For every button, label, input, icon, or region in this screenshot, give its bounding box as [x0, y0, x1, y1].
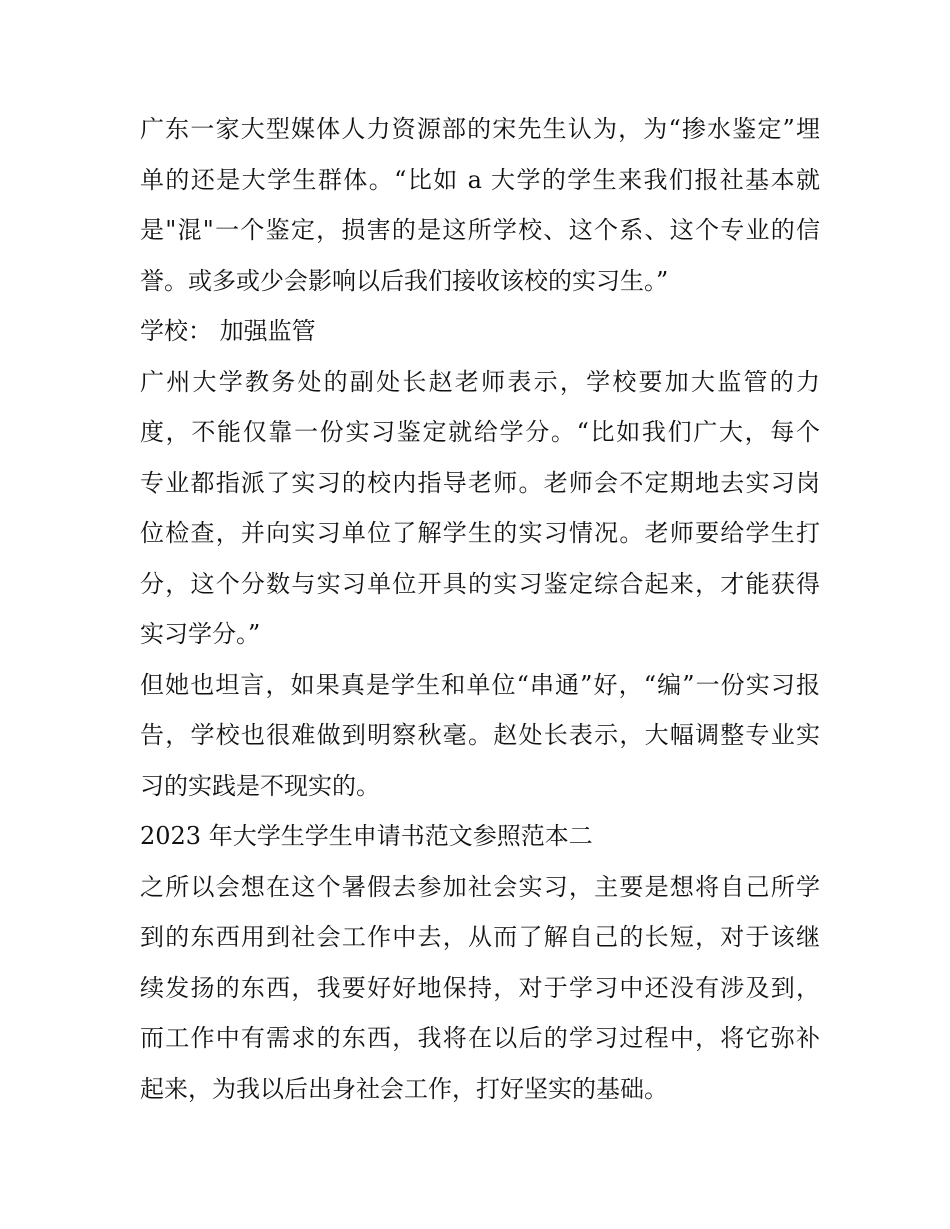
text-line: 但她也坦言，如果真是学生和单位“串通”好，“编”一份实习报: [140, 670, 820, 699]
text-line: 起来，为我以后出身社会工作，打好坚实的基础。: [140, 1074, 668, 1103]
text-line: 广东一家大型媒体人力资源部的宋先生认为，为“掺水鉴定”埋: [140, 115, 820, 143]
document-body: [140, 104, 820, 1114]
text-line: 是"混"一个鉴定，损害的是这所学校、这个系、这个专业的信: [140, 216, 820, 244]
section-heading-school: 学校： 加强监管: [140, 317, 316, 345]
text-line: 单的还是大学生群体。“比如 a 大学的学生来我们报社基本就: [140, 165, 820, 194]
paragraph-internship-motivation: [140, 862, 820, 1115]
paragraph-candid-admission: [140, 660, 820, 812]
text-line: 实习学分。”: [140, 620, 261, 648]
paragraph-media-hr-opinion: [140, 104, 820, 306]
text-line: 而工作中有需求的东西，我将在以后的学习过程中，将它弥补: [140, 1024, 820, 1052]
text-line: 习的实践是不现实的。: [140, 771, 380, 800]
text-line: 誉。或多或少会影响以后我们接收该校的实习生。”: [140, 266, 669, 295]
text-line: 告，学校也很难做到明察秋毫。赵处长表示，大幅调整专业实: [140, 721, 820, 749]
text-line: 之所以会想在这个暑假去参加社会实习，主要是想将自己所学: [140, 872, 820, 901]
text-line: 位检查，并向实习单位了解学生的实习情况。老师要给学生打: [140, 519, 820, 547]
text-line: 广州大学教务处的副处长赵老师表示，学校要加大监管的力: [140, 367, 820, 396]
paragraph-school-supervision: [140, 357, 820, 660]
text-line: 专业都指派了实习的校内指导老师。老师会不定期地去实习岗: [140, 468, 820, 497]
text-line: 度，不能仅靠一份实习鉴定就给学分。“比如我们广大，每个: [140, 418, 820, 446]
section-heading-sample-two: 2023 年大学生学生申请书范文参照范本二: [140, 822, 593, 850]
text-line: 分，这个分数与实习单位开具的实习鉴定综合起来，才能获得: [140, 569, 820, 598]
text-line: 续发扬的东西，我要好好地保持，对于学习中还没有涉及到，: [140, 973, 820, 1002]
text-line: 到的东西用到社会工作中去，从而了解自己的长短，对于该继: [140, 923, 820, 951]
